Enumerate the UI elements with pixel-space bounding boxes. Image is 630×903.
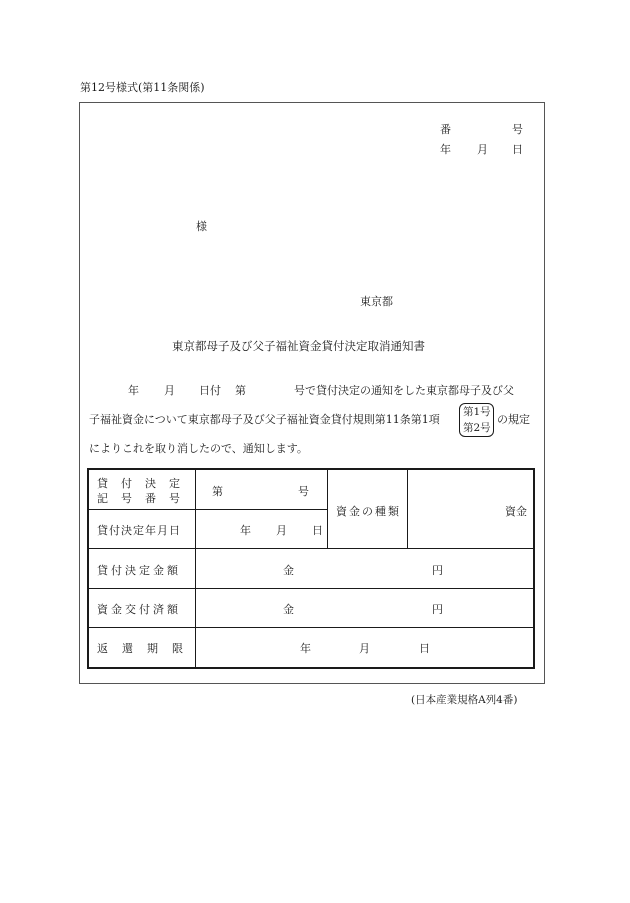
loan-number-label-line1 bbox=[97, 475, 193, 491]
body-line3: によりこれを取り消したので、通知します。 bbox=[89, 442, 308, 455]
disbursed-amount-kin: 金 bbox=[283, 603, 294, 616]
issue-month: 月 bbox=[477, 143, 488, 156]
document-number-label: 番 bbox=[440, 123, 451, 136]
loan-amount-label: 貸付決定金額 bbox=[97, 564, 181, 577]
loan-number-label-text2: 記号番号 bbox=[97, 492, 193, 505]
body-month: 月 bbox=[164, 384, 175, 397]
deadline-day: 日 bbox=[419, 642, 430, 655]
document-number-suffix: 号 bbox=[512, 123, 523, 136]
decision-date-year: 年 bbox=[240, 524, 251, 537]
addressee-honorific: 様 bbox=[196, 220, 207, 233]
option-second: 第2号 bbox=[463, 422, 491, 434]
decision-date-day: 日 bbox=[312, 524, 323, 537]
deadline-year: 年 bbox=[300, 642, 311, 655]
disbursed-amount-yen: 円 bbox=[432, 603, 443, 616]
deadline-month: 月 bbox=[359, 642, 370, 655]
decision-date-label: 貸付決定年月日 bbox=[97, 524, 181, 537]
loan-amount-yen: 円 bbox=[432, 564, 443, 577]
decision-date-month: 月 bbox=[276, 524, 287, 537]
body-day-date: 日付 bbox=[199, 384, 221, 397]
disbursed-amount-label: 資金交付済額 bbox=[97, 603, 181, 616]
document-title: 東京都母子及び父子福祉資金貸付決定取消通知書 bbox=[172, 339, 425, 353]
paper-size-note: (日本産業規格A列4番) bbox=[411, 694, 518, 706]
loan-amount-kin: 金 bbox=[283, 564, 294, 577]
body-dai: 第 bbox=[235, 384, 246, 397]
fund-type-label: 資金の種類 bbox=[336, 505, 401, 518]
issue-day: 日 bbox=[512, 143, 523, 156]
loan-number-dai: 第 bbox=[212, 485, 223, 498]
body-line2-suffix: の規定 bbox=[497, 413, 530, 426]
issue-year: 年 bbox=[440, 143, 451, 156]
issuer-name: 東京都 bbox=[360, 295, 393, 308]
repayment-deadline-label: 返還期限 bbox=[97, 642, 197, 655]
body-line1-rest: 号で貸付決定の通知をした東京都母子及び父 bbox=[294, 384, 514, 397]
loan-number-gou: 号 bbox=[298, 485, 309, 498]
body-line2-text: 子福祉資金について東京都母子及び父子福祉資金貸付規則第11条第1項 bbox=[89, 413, 440, 426]
body-year: 年 bbox=[128, 384, 139, 397]
form-number-label: 第12号様式(第11条関係) bbox=[80, 81, 205, 94]
option-first: 第1号 bbox=[463, 406, 491, 418]
loan-number-label-text1: 貸付決定 bbox=[97, 477, 193, 490]
loan-number-label-line2 bbox=[97, 490, 193, 506]
fund-type-suffix: 資金 bbox=[505, 505, 527, 518]
